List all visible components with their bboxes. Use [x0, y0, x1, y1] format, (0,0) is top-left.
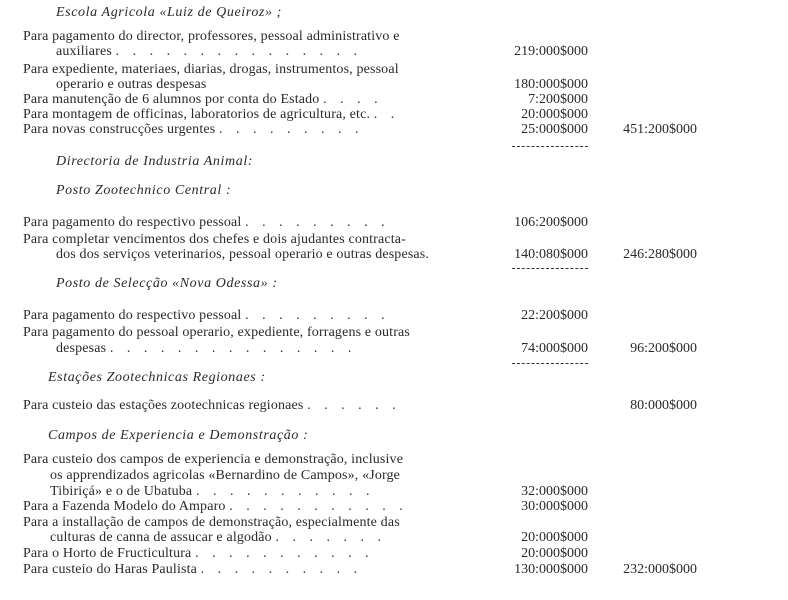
item-text: Para pagamento do respectivo pessoal . . . . . . . . . [23, 215, 390, 230]
section-heading-estacoes: Estações Zootechnicas Regionaes : [48, 370, 266, 385]
section-heading-campos: Campos de Experiencia e Demonstração : [48, 428, 309, 443]
item-amount: 106:200$000 [514, 215, 588, 230]
dot-leader: . . [373, 107, 400, 122]
section-heading-posto-central: Posto Zootechnico Central : [56, 183, 232, 198]
item-amount: 20:000$000 [521, 530, 588, 545]
item-text: Para o Horto de Fructicultura . . . . . . . . . . . [23, 546, 374, 561]
item-text: Tibiriçá» e o de Ubatuba . . . . . . . . . . . [50, 484, 375, 499]
item-amount: 30:000$000 [521, 499, 588, 514]
dot-leader: . . . . . . . [275, 530, 386, 545]
dot-leader: . . . . [323, 92, 383, 107]
item-amount: 140:080$000 [514, 247, 588, 262]
dot-leader: . . . . . . . . . . . [195, 484, 375, 499]
item-text: dos dos serviços veterinarios, pessoal operario e outras despesas. [56, 247, 430, 262]
subtotal-rule [512, 363, 588, 364]
item-text: os apprendizados agricolas «Bernardino de Campos», «Jorge [50, 468, 401, 483]
section-total: 96:200$000 [630, 341, 697, 356]
section-total: 451:200$000 [623, 122, 697, 137]
dot-leader: . . . . . . . . . . . [229, 499, 408, 514]
item-amount: 20:000$000 [521, 546, 588, 561]
dot-leader: . . . . . . . . . . . . . . . [115, 44, 363, 59]
section-total: 232:000$000 [623, 562, 697, 577]
item-amount: 130:000$000 [514, 562, 588, 577]
item-text: Para manutenção de 6 alumnos por conta do Estado . . . . [23, 92, 383, 107]
dot-leader: . . . . . . . . . . . . . . . [109, 341, 357, 356]
dot-leader: . . . . . . . . . [245, 215, 390, 230]
item-amount: 25:000$000 [521, 122, 588, 137]
section-total: 80:000$000 [630, 398, 697, 413]
item-amount: 180:000$000 [514, 77, 588, 92]
item-text: Para a Fazenda Modelo do Amparo . . . . . . . . . . . [23, 499, 408, 514]
item-text: despesas . . . . . . . . . . . . . . . [56, 341, 357, 356]
item-text: Para novas construcções urgentes . . . . . . . . . [23, 122, 364, 137]
dot-leader: . . . . . . [307, 398, 401, 413]
dot-leader: . . . . . . . . . . . [195, 546, 374, 561]
dot-leader: . . . . . . . . . [218, 122, 364, 137]
item-amount: 20:000$000 [521, 107, 588, 122]
item-text: Para custeio do Haras Paulista . . . . . . . . . . [23, 562, 363, 577]
dot-leader: . . . . . . . . . . [200, 562, 363, 577]
section-heading-nova-odessa: Posto de Selecção «Nova Odessa» : [56, 276, 278, 291]
item-text: Para pagamento do director, professores, pessoal administrativo e [23, 29, 400, 44]
item-text: Para montagem de officinas, laboratorios de agricultura, etc. . . [23, 107, 400, 122]
subtotal-rule [512, 268, 588, 269]
item-text: operario e outras despesas [56, 77, 207, 92]
item-amount: 32:000$000 [521, 484, 588, 499]
item-text: culturas de canna de assucar e algodão . . . . . . . [50, 530, 386, 545]
item-text: Para expediente, materiaes, diarias, drogas, instrumentos, pessoal [23, 62, 399, 77]
item-text: Para pagamento do respectivo pessoal . . . . . . . . . [23, 308, 390, 323]
item-text: Para completar vencimentos dos chefes e dois ajudantes contracta- [23, 232, 406, 247]
item-text: auxiliares . . . . . . . . . . . . . . . [56, 44, 363, 59]
item-text: Para pagamento do pessoal operario, expediente, forragens e outras [23, 325, 410, 340]
section-total: 246:280$000 [623, 247, 697, 262]
item-text: Para custeio das estações zootechnicas regionaes . . . . . . [23, 398, 401, 413]
item-amount: 74:000$000 [521, 341, 588, 356]
item-text: Para a installação de campos de demonstração, especialmente das [23, 515, 400, 530]
section-heading-directoria: Directoria de Industria Animal: [56, 154, 254, 169]
item-amount: 22:200$000 [521, 308, 588, 323]
item-text: Para custeio dos campos de experiencia e demonstração, inclusive [23, 452, 404, 467]
section-heading-escola: Escola Agricola «Luiz de Queiroz» ; [56, 5, 282, 20]
dot-leader: . . . . . . . . . [245, 308, 390, 323]
item-amount: 219:000$000 [514, 44, 588, 59]
item-amount: 7:200$000 [528, 92, 588, 107]
subtotal-rule [512, 146, 588, 147]
